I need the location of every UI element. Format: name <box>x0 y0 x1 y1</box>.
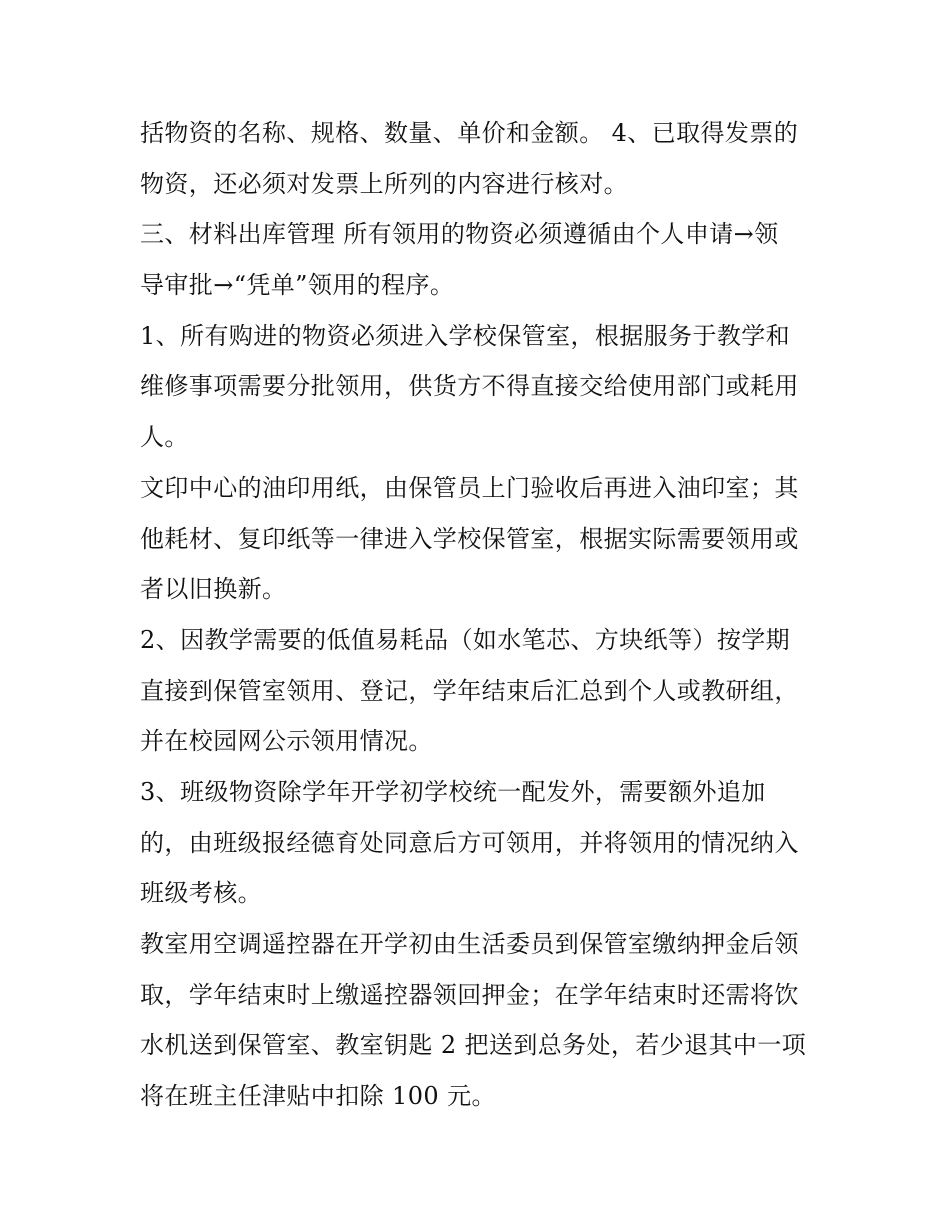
text-line: 文印中心的油印用纸，由保管员上门验收后再进入油印室；其 <box>140 473 799 502</box>
text-line: 导审批→“凭单”领用的程序。 <box>140 271 455 300</box>
text-line: 者以旧换新。 <box>140 575 287 604</box>
text-line: 班级考核。 <box>140 879 262 908</box>
text-line: 人。 <box>140 423 189 452</box>
text-line: 取，学年结束时上缴遥控器领回押金；在学年结束时还需将饮 <box>140 980 799 1009</box>
text-line: 维修事项需要分批领用，供货方不得直接交给使用部门或耗用 <box>140 372 799 401</box>
text-line: 3、班级物资除学年开学初学校统一配发外，需要额外追加 <box>140 777 766 806</box>
document-body <box>140 108 820 1122</box>
text-line: 的，由班级报经德育处同意后方可领用，并将领用的情况纳入 <box>140 828 799 857</box>
text-line: 教室用空调遥控器在开学初由生活委员到保管室缴纳押金后领 <box>140 930 799 958</box>
text-line: 物资，还必须对发票上所列的内容进行核对。 <box>140 169 628 198</box>
text-line: 他耗材、复印纸等一律进入学校保管室，根据实际需要领用或 <box>140 524 799 553</box>
text-line: 括物资的名称、规格、数量、单价和金额。 4、已取得发票的 <box>140 119 799 147</box>
text-line: 三、材料出库管理 所有领用的物资必须遵循由个人申请→领 <box>140 220 779 249</box>
text-line: 2、因教学需要的低值易耗品（如水笔芯、方块纸等）按学期 <box>140 625 791 654</box>
text-line: 1、所有购进的物资必须进入学校保管室，根据服务于教学和 <box>140 321 791 350</box>
text-line: 将在班主任津贴中扣除 100 元。 <box>140 1082 496 1111</box>
text-line: 水机送到保管室、教室钥匙 2 把送到总务处，若少退其中一项 <box>140 1031 807 1060</box>
text-line: 直接到保管室领用、登记，学年结束后汇总到个人或教研组， <box>140 676 799 705</box>
text-line: 并在校园网公示领用情况。 <box>140 727 433 756</box>
